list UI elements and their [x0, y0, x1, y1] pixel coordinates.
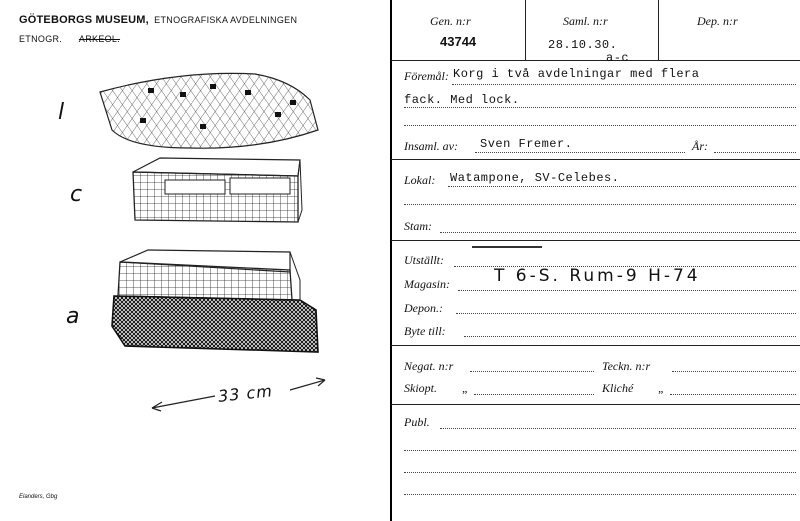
lid-drawing: [100, 73, 318, 148]
label-base-a: a: [66, 304, 83, 329]
basket-drawing: [0, 0, 390, 521]
foremal-label: Föremål:: [404, 69, 449, 83]
ar-line: [714, 152, 796, 153]
category-etnogr: ETNOGR.: [19, 34, 63, 44]
dep-label: Dep. n:r: [697, 14, 738, 28]
skiopt-value: „: [462, 381, 469, 395]
foremal-line-1: [452, 84, 796, 85]
category-arkeol: ARKEOL.: [78, 34, 121, 44]
label-tray-c: c: [70, 182, 86, 207]
saml-value: 28.10.30.: [548, 38, 618, 52]
byte-line: [464, 336, 796, 337]
department-name: ETNOGRAFISKA AVDELNINGEN: [154, 15, 298, 25]
utstallt-label: Utställt:: [404, 253, 445, 267]
foremal-line-3: [404, 125, 796, 126]
insaml-label: Insaml. av:: [404, 139, 458, 153]
tray-drawing: [133, 158, 302, 222]
header-divider-2: [658, 0, 659, 60]
lokal-value: Watampone, SV-Celebes.: [450, 171, 620, 185]
rule-after-stam: [391, 240, 800, 241]
depon-label: Depon.:: [404, 301, 443, 315]
teckn-label: Teckn. n:r: [602, 359, 651, 373]
kliche-value: „: [658, 381, 665, 395]
foremal-line-2: [404, 107, 796, 108]
lokal-label: Lokal:: [404, 173, 436, 187]
negat-label: Negat. n:r: [404, 359, 454, 373]
ar-label: År:: [692, 139, 708, 153]
lokal-line-2: [404, 204, 796, 205]
foremal-value: Korg i två avdelningar med flera: [453, 67, 700, 81]
insaml-value: Sven Fremer.: [480, 137, 573, 151]
publ-line-1: [440, 428, 796, 429]
base-basket-drawing: [112, 250, 318, 352]
rule-after-byte: [391, 345, 800, 346]
insaml-line: [475, 152, 685, 153]
skiopt-label: Skiopt.: [404, 381, 437, 395]
foremal-value-2: fack. Med lock.: [404, 93, 520, 107]
kliche-line: [670, 394, 796, 395]
teckn-line: [672, 371, 796, 372]
byte-label: Byte till:: [404, 324, 446, 338]
rule-after-insaml: [391, 159, 800, 160]
magasin-label: Magasin:: [404, 277, 450, 291]
header-bottom-rule: [391, 60, 800, 61]
lokal-line-1: [448, 186, 796, 187]
printer-mark: Elanders, Gbg: [19, 494, 58, 500]
rule-after-kliche: [391, 404, 800, 405]
publ-line-3: [404, 472, 796, 473]
magasin-line: [458, 290, 796, 291]
utstallt-mark: [472, 246, 542, 248]
publ-line-2: [404, 450, 796, 451]
publ-line-4: [404, 494, 796, 495]
kliche-label: Kliché: [602, 381, 634, 395]
measurement-label: 33 cm: [217, 381, 274, 406]
header-divider-1: [525, 0, 526, 60]
skiopt-line: [474, 394, 594, 395]
gen-value: 43744: [440, 34, 477, 49]
saml-label: Saml. n:r: [563, 14, 608, 28]
card-divider: [390, 0, 392, 521]
negat-line: [470, 371, 594, 372]
publ-label: Publ.: [404, 415, 430, 429]
gen-label: Gen. n:r: [430, 14, 471, 28]
stam-label: Stam:: [404, 219, 432, 233]
saml-sub: a-c: [606, 51, 630, 65]
label-lid-l: l: [58, 100, 68, 125]
depon-line: [456, 313, 796, 314]
stam-line: [440, 232, 796, 233]
magasin-value: T 6-S. Rum-9 H-74: [494, 266, 701, 286]
museum-name: GÖTEBORGS MUSEUM, ETNOGRAFISKA AVDELNINGEN: [19, 14, 298, 26]
